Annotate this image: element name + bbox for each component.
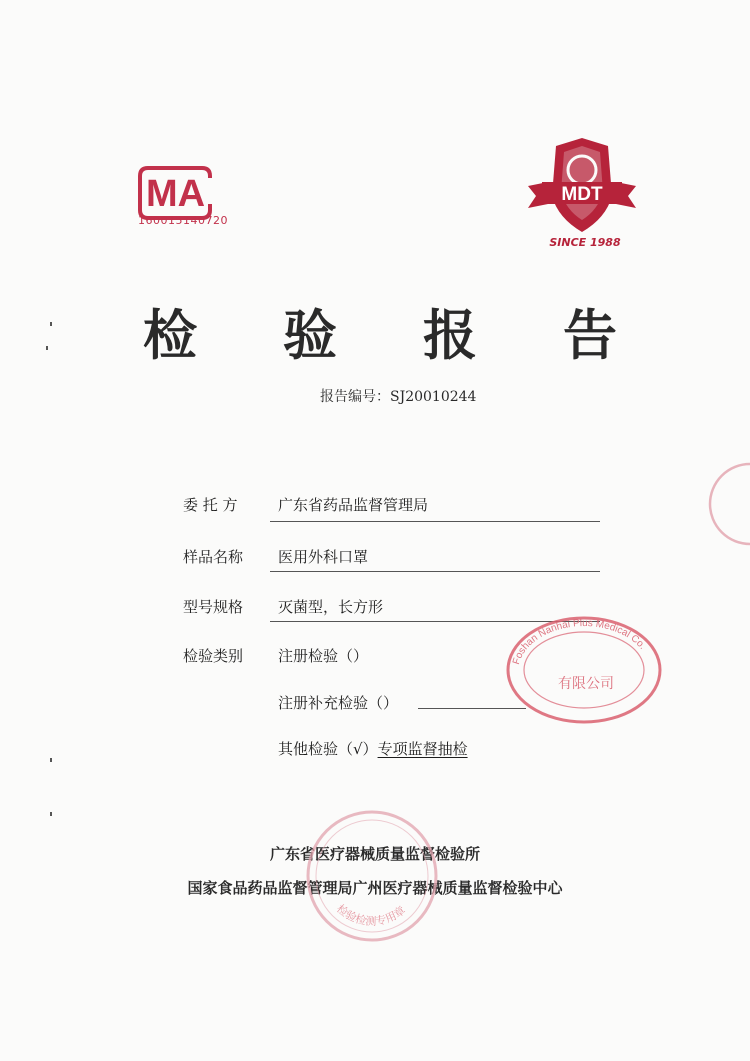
edge-seal-fragment (706, 460, 750, 548)
scan-mark (50, 812, 52, 816)
inspection-seal-stamp (302, 806, 442, 946)
page-title (120, 293, 640, 370)
category-option-supplementary: 注册补充检验（） (278, 694, 399, 712)
title-char-4: 告 (563, 304, 617, 367)
mdt-shield-logo (526, 134, 638, 244)
supplementary-underline (418, 708, 526, 709)
company-seal-stamp (504, 612, 664, 724)
other-inspection-prefix: 其他检验（√） (278, 740, 378, 758)
title-char-3: 报 (423, 304, 477, 367)
report-number: 报告编号：SJ20010244 (320, 389, 477, 405)
company-seal-ring-text: Foshan Nanhai Plus Medical Co. (511, 617, 648, 666)
inspection-seal-text: 检验检测专用章 (334, 902, 409, 928)
ma-certificate-number: 160015140720 (138, 214, 228, 227)
scan-mark (46, 346, 48, 350)
client-underline (270, 521, 600, 522)
institution-line-1: 广东省医疗器械质量监督检验所 (269, 845, 480, 863)
title-char-2: 验 (283, 304, 337, 367)
other-inspection-value: 专项监督抽检 (377, 740, 468, 758)
model-spec-label: 型号规格 (183, 598, 244, 616)
sample-underline (270, 571, 600, 572)
svg-text:检验检测专用章 (334, 901, 408, 928)
category-option-other (278, 738, 468, 759)
model-spec-value: 灭菌型，长方形 (278, 598, 384, 616)
sample-name-value: 医用外科口罩 (278, 548, 369, 566)
company-seal-center-text: 有限公司 (558, 676, 614, 692)
model-underline (270, 621, 600, 622)
institution-line-2: 国家食品药品监督管理局广州医疗器械质量监督检验中心 (187, 879, 563, 897)
inspection-category-label: 检验类别 (183, 647, 244, 665)
category-option-registration: 注册检验（） (278, 647, 369, 665)
client-value: 广东省药品监督管理局 (278, 496, 429, 514)
scan-mark (50, 322, 52, 326)
mdt-logo-text: MDT (561, 184, 603, 205)
svg-text:Foshan Nanhai Plus Medical Co. (511, 618, 648, 666)
sample-name-label: 样品名称 (183, 548, 244, 566)
ma-logo-text: MA (146, 173, 206, 215)
client-label: 委 托 方 (183, 496, 238, 514)
mdt-since-text: SINCE 1988 (549, 236, 621, 249)
scan-mark (50, 758, 52, 762)
title-char-1: 检 (143, 304, 197, 367)
